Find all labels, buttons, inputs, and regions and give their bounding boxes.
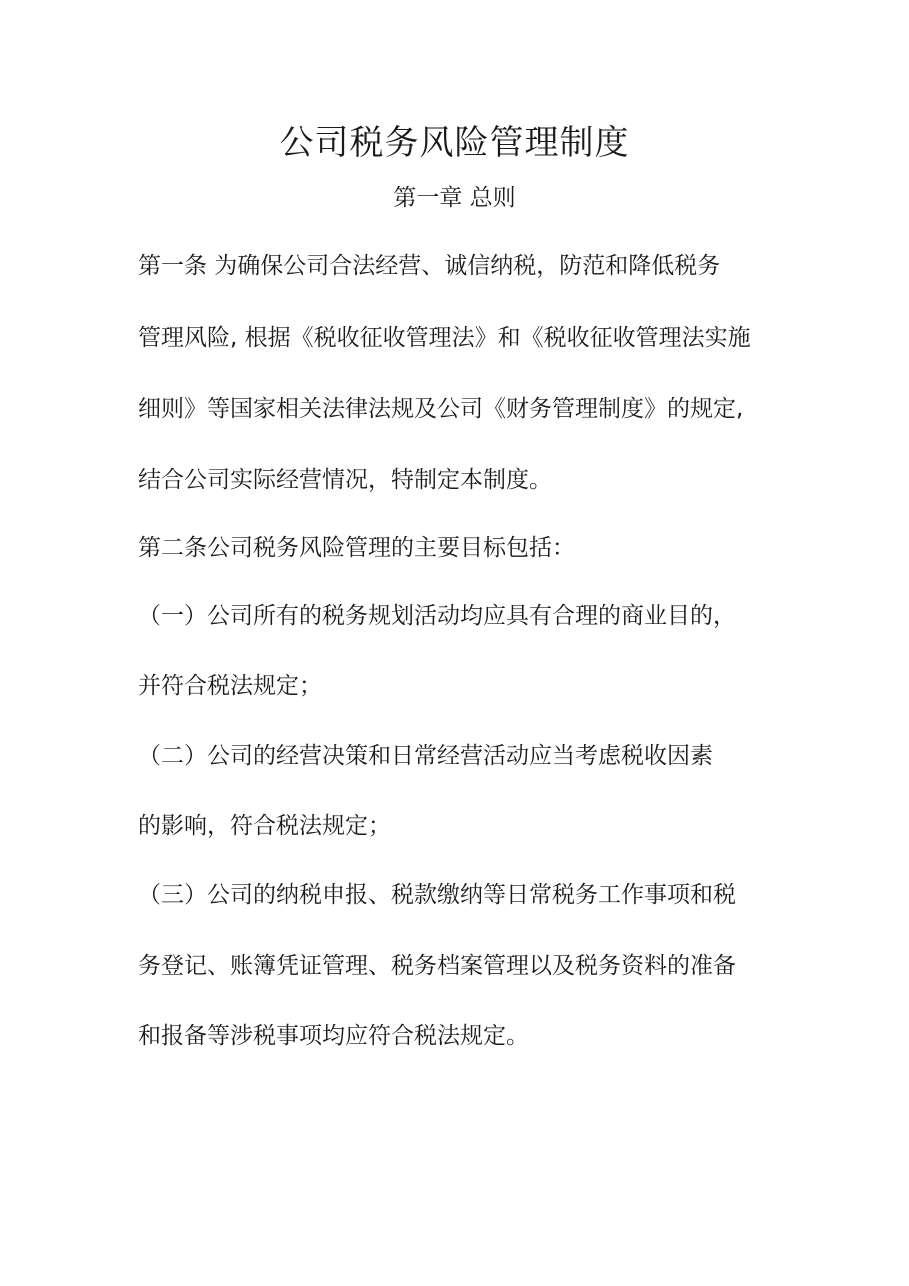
text-line: 的影响，符合税法规定； bbox=[138, 813, 391, 839]
text-line: （一）公司所有的税务规划活动均应具有合理的商业目的， bbox=[138, 603, 736, 629]
text-line: 细则》等国家相关法律法规及公司《财务管理制度》的规定, bbox=[138, 396, 744, 422]
text-line: 和报备等涉税事项均应符合税法规定。 bbox=[138, 1023, 529, 1049]
text-line: 务登记、账簿凭证管理、税务档案管理以及税务资料的准备 bbox=[138, 953, 736, 979]
chapter-heading: 第一章 总则 bbox=[393, 185, 516, 211]
text-line: 管理风险, 根据《税收征收管理法》和《税收征收管理法实施 bbox=[138, 325, 751, 351]
text-line: 第二条公司税务风险管理的主要目标包括： bbox=[138, 535, 575, 561]
text-line: （三）公司的纳税申报、税款缴纳等日常税务工作事项和税 bbox=[138, 882, 736, 908]
text-line: 结合公司实际经营情况，特制定本制度。 bbox=[138, 467, 552, 493]
document-title: 公司税务风险管理制度 bbox=[279, 123, 630, 163]
text-line: （二）公司的经营决策和日常经营活动应当考虑税收因素 bbox=[138, 743, 713, 769]
text-line: 并符合税法规定； bbox=[138, 673, 322, 699]
text-line: 第一条 为确保公司合法经营、诚信纳税，防范和降低税务 bbox=[138, 253, 721, 279]
